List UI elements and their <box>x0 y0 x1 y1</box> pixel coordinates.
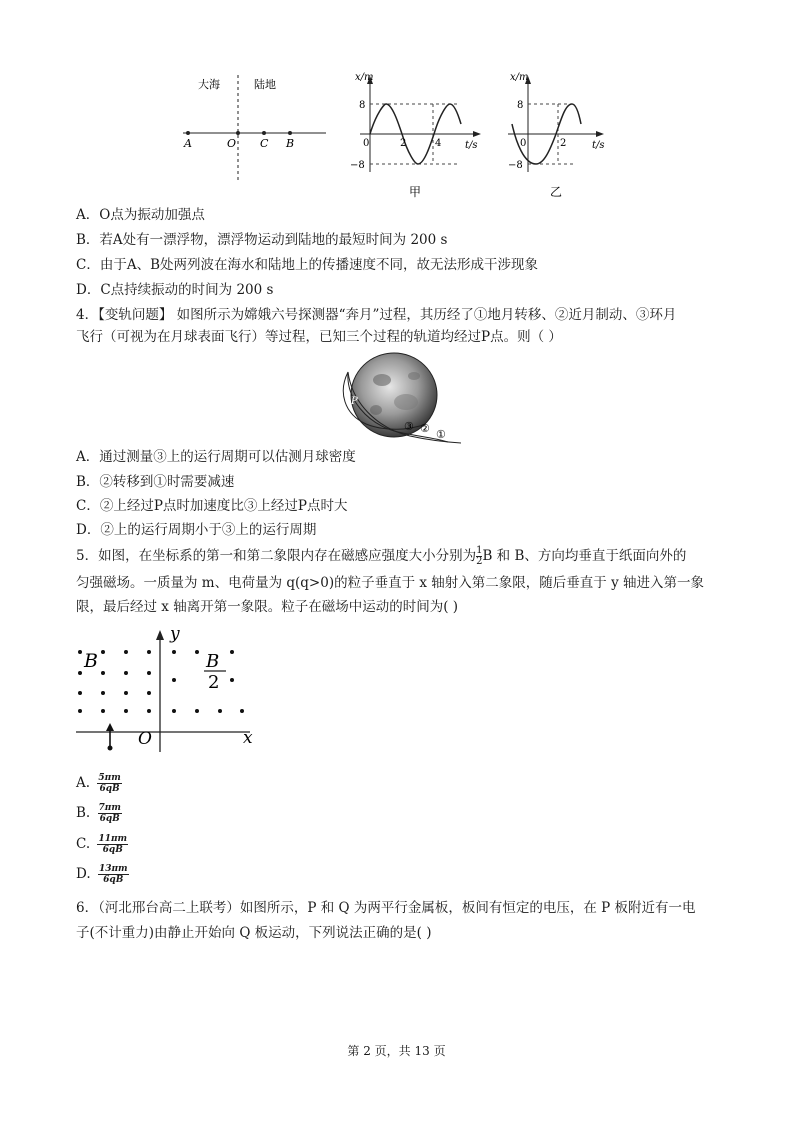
q4-option-d: D．②上的运行周期小于③上的运行周期 <box>76 522 317 538</box>
q4-stem-line1: 4．【变轨问题】 如图所示为嫦娥六号探测器“奔月”过程，其历经了①地月转移、②近月制动、③环月 <box>76 307 677 323</box>
y-axis-label: y <box>170 624 180 644</box>
page-footer: 第 2 页，共 13 页 <box>347 1044 446 1058</box>
y-top-label: 8 <box>359 100 366 111</box>
orbit-2-label: ② <box>420 422 430 435</box>
q3-option-a: A．O点为振动加强点 <box>76 207 205 223</box>
q5-option-d: D. $\frac{13\pi m}{6qB}$ <box>76 864 128 885</box>
particle-velocity-arrow <box>106 723 114 751</box>
half-denominator: 2 <box>476 556 483 567</box>
q3-option-b: B．若A处有一漂浮物，漂浮物运动到陆地的最短时间为 200 s <box>76 232 448 248</box>
point-o-label: O <box>227 137 237 150</box>
x-axis-label: x <box>243 728 253 748</box>
q5-option-b: B. $\frac{7\pi m}{6qB}$ <box>76 803 121 824</box>
orbit-1-label: ① <box>436 428 446 441</box>
field-half-b-denominator: 2 <box>208 672 220 693</box>
q5-stem-part-a: 5．如图，在坐标系的第一和第二象限内存在磁感应强度大小分别为 <box>76 548 477 564</box>
figure-caption: 甲 <box>409 185 422 199</box>
y-axis-label: x/m <box>510 72 529 83</box>
y-bottom-label: −8 <box>508 160 523 171</box>
q6-stem-line1: 6．（河北邢台高二上联考）如图所示，P 和 Q 为两平行金属板，板间有恒定的电压，在 P 板附近有一电 <box>76 900 696 916</box>
q4-option-b: B．②转移到①时需要减速 <box>76 474 235 490</box>
x-tick-label: 4 <box>435 138 442 149</box>
x-axis-label: t/s <box>592 140 605 151</box>
q4-option-a: A．通过测量③上的运行周期可以估测月球密度 <box>76 449 356 465</box>
origin-label: O <box>138 729 152 749</box>
point-p-label: P <box>351 396 358 407</box>
origin-label: 0 <box>363 138 370 149</box>
q6-stem-line2: 子(不计重力)由静止开始向 Q 板运动，下列说法正确的是( ) <box>76 925 432 941</box>
moon-orbit-diagram <box>336 352 461 444</box>
field-half-b-numerator: B <box>206 651 220 672</box>
y-bottom-label: −8 <box>350 160 365 171</box>
half-numerator: 1 <box>476 545 483 556</box>
q5-stem-part-b: B 和 B、方向均垂直于纸面向外的 <box>482 548 687 564</box>
q5-stem-line3: 限，最后经过 x 轴离开第一象限。粒子在磁场中运动的时间为( ) <box>76 599 459 615</box>
oscillation-graph-jia <box>345 70 490 200</box>
x-axis-label: t/s <box>465 140 478 151</box>
sea-label: 大海 <box>198 78 220 91</box>
origin-label: 0 <box>520 138 527 149</box>
q4-stem-line2: 飞行（可视为在月球表面飞行）等过程，已知三个过程的轨道均经过P点。则（ ） <box>76 329 562 345</box>
land-label: 陆地 <box>254 78 276 91</box>
sea-land-diagram <box>178 70 328 185</box>
point-a-label: A <box>184 137 192 150</box>
q5-option-a: A. $\frac{5\pi m}{6qB}$ <box>76 773 121 794</box>
q5-stem-line1 <box>76 546 686 567</box>
q3-option-c: C．由于A、B处两列波在海水和陆地上的传播速度不同，故无法形成干涉现象 <box>76 257 538 273</box>
magnetic-field-diagram <box>70 622 270 757</box>
y-axis-label: x/m <box>355 72 374 83</box>
q4-option-c: C．②上经过P点时加速度比③上经过P点时大 <box>76 498 348 514</box>
point-b-label: B <box>286 137 295 150</box>
orbit-3-label: ③ <box>404 420 414 433</box>
point-c-label: C <box>260 137 269 150</box>
oscillation-graph-yi <box>500 70 620 200</box>
field-b-label: B <box>84 650 98 672</box>
q3-option-d: D．C点持续振动的时间为 200 s <box>76 282 274 298</box>
y-top-label: 8 <box>517 100 524 111</box>
q5-option-c: C. $\frac{11\pi m}{6qB}$ <box>76 834 128 855</box>
q5-stem-line2: 匀强磁场。一质量为 m、电荷量为 q(q>0)的粒子垂直于 x 轴射入第二象限，随后垂直于 y 轴进入第一象 <box>76 575 705 591</box>
x-tick-label: 2 <box>400 138 407 149</box>
x-tick-label: 2 <box>560 138 567 149</box>
figure-caption: 乙 <box>550 185 563 199</box>
